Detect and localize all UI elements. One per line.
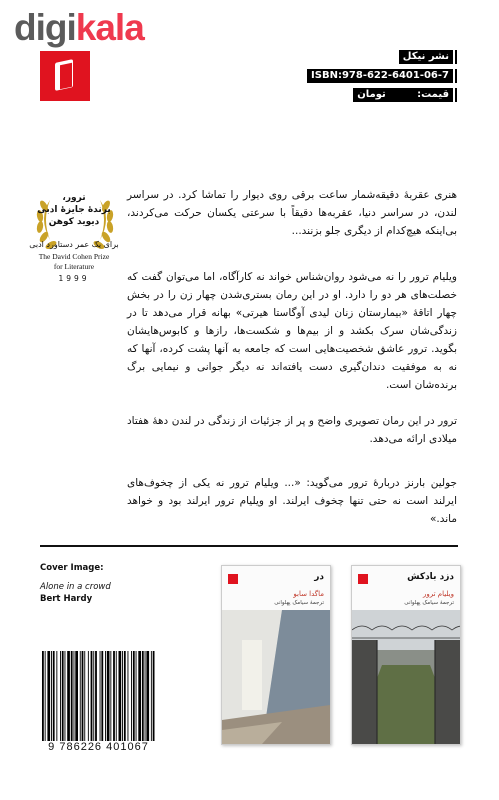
barcode-bar <box>42 651 44 741</box>
barcode-bar <box>84 651 85 741</box>
prize-english-name: The David Cohen Prize <box>38 252 110 261</box>
cover-image-title: Alone in a crowd <box>40 582 111 592</box>
barcode-number: 9 786226 401067 <box>48 741 149 753</box>
section-divider <box>40 545 458 547</box>
barcode-bar <box>47 651 50 741</box>
barcode-bar <box>74 651 75 741</box>
barcode-bar <box>71 651 73 741</box>
book-cover-painting <box>222 610 330 744</box>
barcode-bar <box>91 651 93 741</box>
cover-image-artist: Bert Hardy <box>40 594 93 604</box>
publisher-logo-icon <box>40 51 90 101</box>
barcode-bar <box>101 651 103 741</box>
barcode-bar <box>51 651 52 741</box>
barcode-bar <box>80 651 81 741</box>
publisher-square-icon <box>228 574 238 584</box>
barcode-bar <box>131 651 132 741</box>
barcode-bar <box>65 651 66 741</box>
barcode-bar <box>145 651 146 741</box>
barcode-bar <box>146 651 149 741</box>
prize-year: 1999 <box>58 274 90 283</box>
prize-subtitle: برای یک عمر دستاورد ادبی <box>29 240 119 249</box>
prize-english-sub: for Literature <box>53 262 95 271</box>
isbn-label: ISBN:978-622-6401-06-7 <box>307 69 457 83</box>
barcode-bar <box>124 651 126 741</box>
barcode-bar <box>53 651 55 741</box>
barcode-bar <box>128 651 129 741</box>
book-author: ویلیام ترور <box>422 590 454 598</box>
cover-image-label: Cover Image: <box>40 563 104 573</box>
barcode-bar <box>67 651 70 741</box>
quote-paragraph: جولین بارنز دربارۀ ترور می‌گوید: «... ویلیام ترور نه یکی از چخوف‌های ایرلند است نه حتی تنها چخوف ایرلند. او ویلیام ترور ایرلند بود و خواهد ماند.» <box>127 477 457 525</box>
barcode-bar <box>100 651 101 741</box>
barcode-bar <box>113 651 115 741</box>
book-cover-photo <box>352 610 460 744</box>
book-cover-thumbnail-dar <box>221 565 331 745</box>
book-author: ماگدا سابو <box>293 590 324 598</box>
prize-title: ترور، برندۀ جایزۀ ادبی دیوید کوهن <box>37 193 111 227</box>
book-title: در <box>314 572 324 582</box>
barcode-bar <box>45 651 46 741</box>
barcode-bar <box>151 651 152 741</box>
barcode-bar <box>56 651 57 741</box>
barcode <box>40 651 157 741</box>
barcode-bar <box>136 651 137 741</box>
barcode-bar <box>62 651 64 741</box>
book-translator: ترجمهٔ سیامک پهلوانی <box>274 600 324 606</box>
barcode-bar <box>95 651 97 741</box>
publisher-square-icon <box>358 574 368 584</box>
logo-part-digi: digi <box>14 7 76 48</box>
book-translator: ترجمهٔ سیامک پهلوانی <box>404 600 454 606</box>
barcode-bar <box>75 651 78 741</box>
barcode-bar <box>116 651 117 741</box>
barcode-bar <box>119 651 122 741</box>
barcode-bar <box>107 651 110 741</box>
excerpt-paragraph: هنری عقربۀ دقیقه‌شمار ساعت برقی روی دیوار را تماشا کرد. در سراسر لندن، در سراسر دنیا، عقربه‌ها دقیقاً با سرعتی یکسان حرکت می‌کردند، بی‌اینکه هیچ‌کدام از دیگری جلو بزنند... <box>127 189 457 237</box>
description-paragraph: ویلیام ترور را نه می‌شود روان‌شناس خواند نه کارآگاه، اما می‌توان گفت که خصلت‌های هر دو را دارد. او در این رمان بستری‌شدن چهار زن را در بخش چهار اتاقۀ «بیمارستان زنان لیدی آوگاستا هیرتی» بهانه قرار می‌دهد تا در زندگی‌شان سرک بکشد و از بیم‌ها و شکست‌ها، رازها و کابوس‌هایشان بگوید. ترور عاشق شخصیت‌هایی است که جامعه به آنها پشت کرده، آنها که نه به موفقیت دندان‌گیری دست یافته‌اند نه دیگر جوانی و نیمایی برگ برنده‌شان است. <box>127 271 457 391</box>
barcode-bar <box>88 651 89 741</box>
publisher-label: نشر نیکل <box>399 50 457 64</box>
summary-paragraph: ترور در این رمان تصویری واضح و پر از جزئیات از زندگی در لندن دهۀ هفتاد میلادی ارائه می‌دهد. <box>127 415 457 445</box>
barcode-bar <box>153 651 155 741</box>
barcode-bar <box>60 651 61 741</box>
barcode-bar <box>138 651 141 741</box>
book-cover-thumbnail-dozd <box>351 565 461 745</box>
barcode-bar <box>142 651 144 741</box>
barcode-bar <box>93 651 94 741</box>
barcode-bar <box>82 651 84 741</box>
price-label: قیمت: تومان <box>353 88 457 102</box>
barcode-bar <box>110 651 111 741</box>
barcode-bar <box>105 651 106 741</box>
barcode-bar <box>133 651 135 741</box>
logo-part-kala: kala <box>75 7 144 48</box>
digikala-logo <box>14 8 144 48</box>
book-title: دزد بادکش <box>407 572 454 582</box>
barcode-bar <box>122 651 123 741</box>
